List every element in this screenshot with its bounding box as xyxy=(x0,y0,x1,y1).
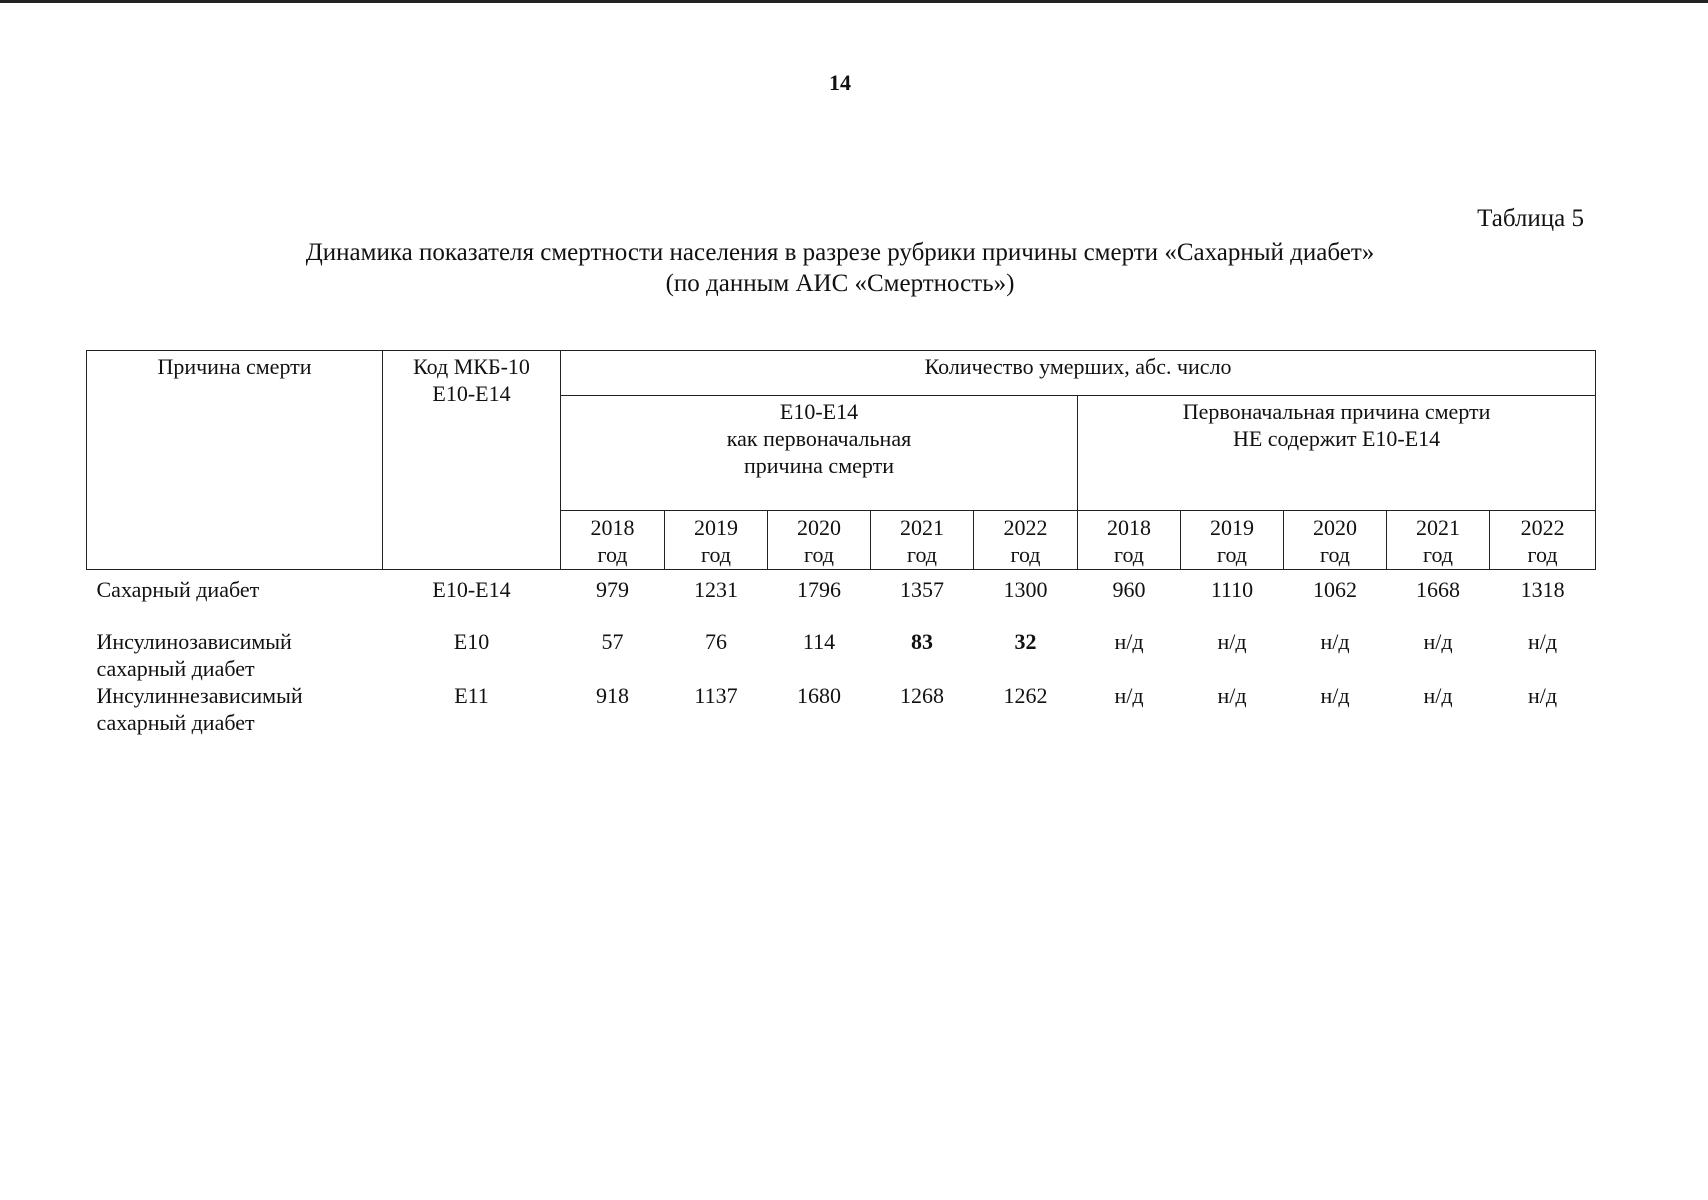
year-label: 2019 xyxy=(694,515,738,540)
row-code: E10 xyxy=(453,629,490,654)
header-year xyxy=(1387,511,1490,570)
cell-value: 1062 xyxy=(1313,577,1357,602)
cell-value: н/д xyxy=(1114,629,1144,654)
header-cause: Причина смерти xyxy=(87,351,383,570)
row-cause: Инсулинозависимый сахарный диабет xyxy=(96,629,292,681)
cell-value: 76 xyxy=(705,629,727,654)
cell-value: н/д xyxy=(1114,683,1144,708)
header-group-primary: E10-E14 как первоначальная причина смерти xyxy=(561,396,1078,511)
top-rule xyxy=(0,0,1708,3)
cell-value: н/д xyxy=(1528,629,1558,654)
cell-value: 32 xyxy=(1014,629,1037,654)
cell-value: 1318 xyxy=(1520,577,1565,602)
table-row xyxy=(87,628,1596,682)
year-unit: год xyxy=(1010,542,1041,567)
year-label: 2020 xyxy=(1313,515,1357,540)
cell-value: 1668 xyxy=(1416,577,1460,602)
table-row xyxy=(87,682,1596,740)
row-code: E11 xyxy=(454,683,489,708)
cell-value: 1300 xyxy=(1003,577,1048,602)
header-year xyxy=(665,511,768,570)
row-cause: Инсулиннезависимый сахарный диабет xyxy=(96,683,303,735)
year-unit: год xyxy=(1422,542,1454,567)
header-group-not-primary: Первоначальная причина смерти НЕ содержит E10-E14 xyxy=(1078,396,1596,511)
year-unit: год xyxy=(1319,542,1351,567)
header-year xyxy=(974,511,1078,570)
cell-value: 979 xyxy=(596,577,629,602)
table-label: Таблица 5 xyxy=(1477,205,1584,232)
cell-value: 114 xyxy=(802,629,836,654)
cell-value: 83 xyxy=(911,629,933,654)
table-title xyxy=(0,237,1680,299)
year-unit: год xyxy=(597,542,628,567)
year-unit: год xyxy=(1216,542,1248,567)
year-label: 2022 xyxy=(1520,515,1565,540)
cell-value: 1796 xyxy=(797,577,841,602)
year-unit: год xyxy=(1527,542,1558,567)
header-year xyxy=(768,511,871,570)
table-title-line-2: (по данным АИС «Смертность») xyxy=(665,270,1015,297)
cell-value: 1110 xyxy=(1210,577,1254,602)
header-year xyxy=(871,511,974,570)
row-code: E10-E14 xyxy=(432,577,511,602)
cell-value: н/д xyxy=(1423,683,1453,708)
cell-value: 1137 xyxy=(694,683,738,708)
header-count: Количество умерших, абс. число xyxy=(561,351,1596,396)
mortality-table xyxy=(86,350,1596,740)
cell-value: 918 xyxy=(596,683,629,708)
table-row xyxy=(87,570,1596,629)
year-label: 2020 xyxy=(797,515,841,540)
cell-value: н/д xyxy=(1217,629,1247,654)
cell-value: 1262 xyxy=(1003,683,1048,708)
cell-value: 1357 xyxy=(900,577,944,602)
cell-value: 1231 xyxy=(694,577,738,602)
year-label: 2018 xyxy=(1107,515,1151,540)
cell-value: н/д xyxy=(1320,629,1350,654)
header-code: Код МКБ-10 E10-E14 xyxy=(383,351,561,570)
year-label: 2022 xyxy=(1003,515,1048,540)
cell-value: 960 xyxy=(1112,577,1146,602)
cell-value: н/д xyxy=(1320,683,1350,708)
year-unit: год xyxy=(700,542,732,567)
cell-value: н/д xyxy=(1217,683,1247,708)
header-year xyxy=(561,511,665,570)
cell-value: н/д xyxy=(1528,683,1558,708)
header-year xyxy=(1078,511,1181,570)
year-unit: год xyxy=(803,542,835,567)
cell-value: н/д xyxy=(1423,629,1453,654)
year-label: 2019 xyxy=(1210,515,1254,540)
cell-value: 1268 xyxy=(900,683,944,708)
row-cause: Сахарный диабет xyxy=(96,577,260,602)
year-label: 2018 xyxy=(590,515,635,540)
year-unit: год xyxy=(906,542,938,567)
header-year xyxy=(1181,511,1284,570)
page-number: 14 xyxy=(829,70,851,95)
year-unit: год xyxy=(1113,542,1145,567)
year-label: 2021 xyxy=(900,515,944,540)
year-label: 2021 xyxy=(1416,515,1460,540)
header-year xyxy=(1490,511,1596,570)
header-year xyxy=(1284,511,1387,570)
cell-value: 1680 xyxy=(797,683,841,708)
cell-value: 57 xyxy=(601,629,624,654)
table-title-line-1: Динамика показателя смертности населения в разрезе рубрики причины смерти «Сахарный диабет» xyxy=(305,239,1375,266)
